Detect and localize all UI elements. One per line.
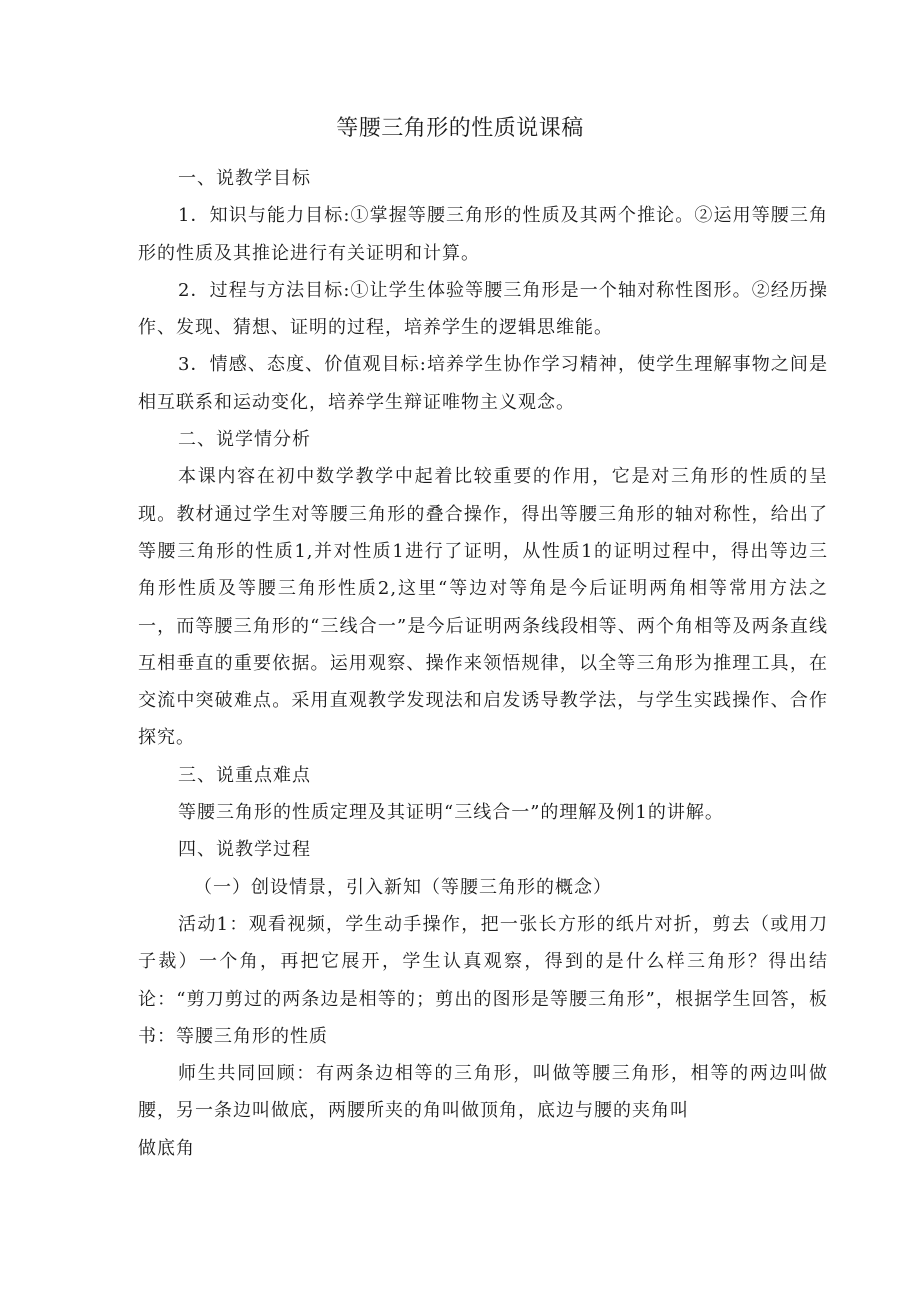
paragraph-review: 师生共同回顾：有两条边相等的三角形，叫做等腰三角形，相等的两边叫做腰，另一条边叫做底，两腰所夹的角叫做顶角，底边与腰的夹角叫 [138, 1063, 828, 1122]
paragraph-key-points: 等腰三角形的性质定理及其证明“三线合一”的理解及例1的讲解。 [178, 802, 724, 824]
paragraph-goal-1: 1．知识与能力目标:①掌握等腰三角形的性质及其两个推论。②运用等腰三角形的性质及其推论进行有关证明和计算。 [138, 205, 828, 264]
paragraph-review-tail: 做底角 [138, 1137, 195, 1159]
paragraph-activity-1: 活动1：观看视频，学生动手操作，把一张长方形的纸片对折，剪去（或用刀子裁）一个角，再把它展开，学生认真观察，得到的是什么样三角形？得出结论：“剪刀剪过的两条边是相等的；剪出的图形是等腰三角形”，根据学生回答，板书：等腰三角形的性质 [138, 913, 828, 1047]
document-body [138, 160, 828, 1167]
paragraph-goal-3: 3．情感、态度、价值观目标:培养学生协作学习精神，使学生理解事物之间是相互联系和运动变化，培养学生辩证唯物主义观念。 [138, 354, 828, 413]
heading-key-points: 三、说重点难点 [178, 764, 311, 786]
document-title: 等腰三角形的性质说课稿 [336, 116, 584, 141]
paragraph-student-analysis: 本课内容在初中数学教学中起着比较重要的作用，它是对三角形的性质的呈现。教材通过学生对等腰三角形的叠合操作，得出等腰三角形的轴对称性，给出了等腰三角形的性质1,并对性质1进行了证明，从性质1的证明过程中，得出等边三角形性质及等腰三角形性质2,这里“等边对等角是今后证明两角相等常用方法之一，而等腰三角形的“三线合一”是今后证明两条线段相等、两个角相等及两条直线互相垂直的重要依据。运用观察、操作来领悟规律，以全等三角形为推理工具，在交流中突破难点。采用直观教学发现法和启发诱导教学法，与学生实践操作、合作探究。 [138, 466, 828, 749]
heading-student-analysis: 二、说学情分析 [178, 429, 311, 451]
subheading-scenario: （一）创设情景，引入新知（等腰三角形的概念） [194, 876, 612, 898]
heading-teaching-goals: 一、说教学目标 [178, 168, 311, 189]
heading-teaching-process: 四、说教学过程 [178, 839, 311, 861]
paragraph-goal-2: 2．过程与方法目标:①让学生体验等腰三角形是一个轴对称性图形。②经历操作、发现、猜想、证明的过程，培养学生的逻辑思维能。 [138, 279, 828, 339]
